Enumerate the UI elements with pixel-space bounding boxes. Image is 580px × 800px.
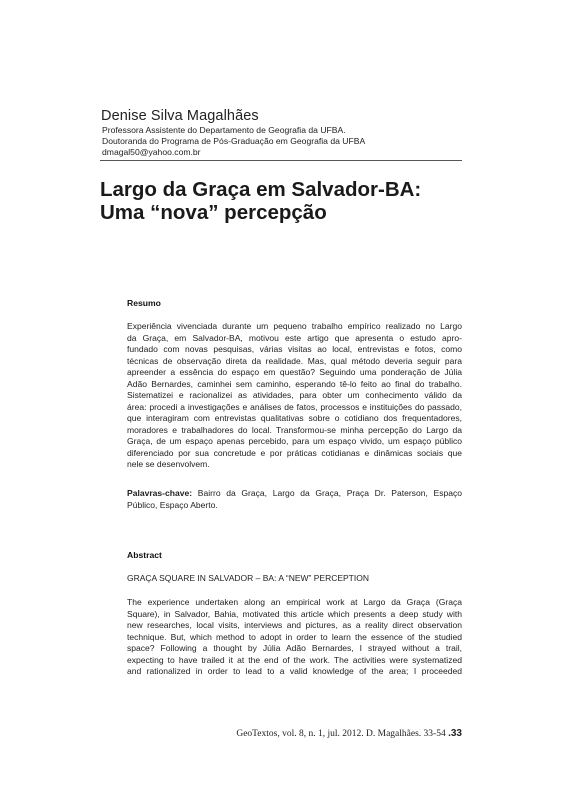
resumo-line: diferenciado por sua concretude e por práticas cotidianas e dinâmicas sociais que: [127, 447, 462, 458]
resumo-line: Experiência vivenciada durante um pequeno trabalho empírico realizado no Largo: [127, 321, 462, 331]
abstract-line: and rationalized in order to lead to a valid knowledge of the area; I proceeded: [127, 666, 462, 676]
footer-citation: GeoTextos, vol. 8, n. 1, jul. 2012. D. Magalhães. 33-54: [236, 729, 446, 739]
abstract-line: expecting to have trailed it at the end of the work. The activities were systematized: [127, 654, 462, 665]
keywords-line-2: Público, Espaço Aberto.: [127, 499, 218, 510]
author-affiliation-2: Doutoranda do Programa de Pós-Graduação em Geografia da UFBA: [102, 136, 366, 146]
resumo-heading: Resumo: [127, 298, 161, 308]
resumo-line: da Graça, em Salvador-BA, motivou este artigo que apresenta o estudo apro-: [127, 332, 462, 343]
resumo-line: fundado com novas pesquisas, várias visitas ao local, entrevistas e fotos, como: [127, 344, 462, 354]
author-email[interactable]: dmagal50@yahoo.com.br: [102, 147, 201, 157]
resumo-line: moradores e trabalhadores do local. Transformou-se minha percepção do Largo da: [127, 424, 462, 435]
author-affiliation-1: Professora Assistente do Departamento de Geografia da UFBA.: [102, 125, 346, 135]
keywords-line-1: [127, 488, 462, 500]
header-rule: [100, 160, 462, 161]
abstract-title: GRAÇA SQUARE IN SALVADOR – BA: A “NEW” PERCEPTION: [127, 573, 369, 583]
resumo-line: área: procedi a investigações e análises de fatos, processos e instituições do passado,: [127, 401, 462, 412]
article-title: [100, 178, 480, 224]
resumo-line: apreender a essência do espaço em questão? Seguindo uma ponderação de Júlia: [127, 367, 462, 377]
title-line-2: Uma “nova” percepção: [100, 201, 327, 224]
abstract-line: Square), in Salvador, Bahia, motivated this article which presents a deep study with: [127, 608, 462, 619]
resumo-line: que interagiram com entrevistas qualitativas sobre o cotidiano dos frequentadores,: [127, 413, 462, 423]
author-name: Denise Silva Magalhães: [101, 108, 259, 124]
resumo-line: técnicas de observação direta da realidade. Mas, qual método deveria seguir para: [127, 355, 462, 366]
page-number: .33: [448, 728, 462, 739]
keywords-label: Palavras-chave:: [127, 488, 193, 498]
page-footer: [226, 728, 462, 739]
resumo-line: Graça, de um espaço apenas percebido, para um espaço vivido, um espaço público: [127, 436, 462, 446]
abstract-heading: Abstract: [127, 550, 162, 560]
resumo-line: nele se desenvolvem.: [127, 459, 210, 469]
abstract-line: new researches, local visits, interviews and pictures, as a reality direct observation: [127, 620, 462, 630]
abstract-line: The experience undertaken along an empirical work at Largo da Graça (Graça: [127, 597, 462, 607]
resumo-line: Sistematizei e racionalizei as atividades, para obter um conhecimento válido da: [127, 390, 462, 400]
abstract-line: technique. But, which method to adopt in order to learn the essence of the studied: [127, 631, 462, 642]
abstract-line: space? Following a thought by Júlia Adão Bernardes, I strayed without a trail,: [127, 643, 462, 653]
keywords: [127, 488, 462, 511]
title-line-1: Largo da Graça em Salvador-BA:: [100, 178, 422, 201]
keywords-text-1: Bairro da Graça, Largo da Graça, Praça Dr. Paterson, Espaço: [197, 488, 463, 498]
abstract-body: [127, 597, 462, 678]
resumo-line: Adão Bernardes, caminhei sem caminho, esperando tê-lo feito ao final do trabalho.: [127, 378, 462, 389]
resumo-body: [127, 321, 462, 471]
